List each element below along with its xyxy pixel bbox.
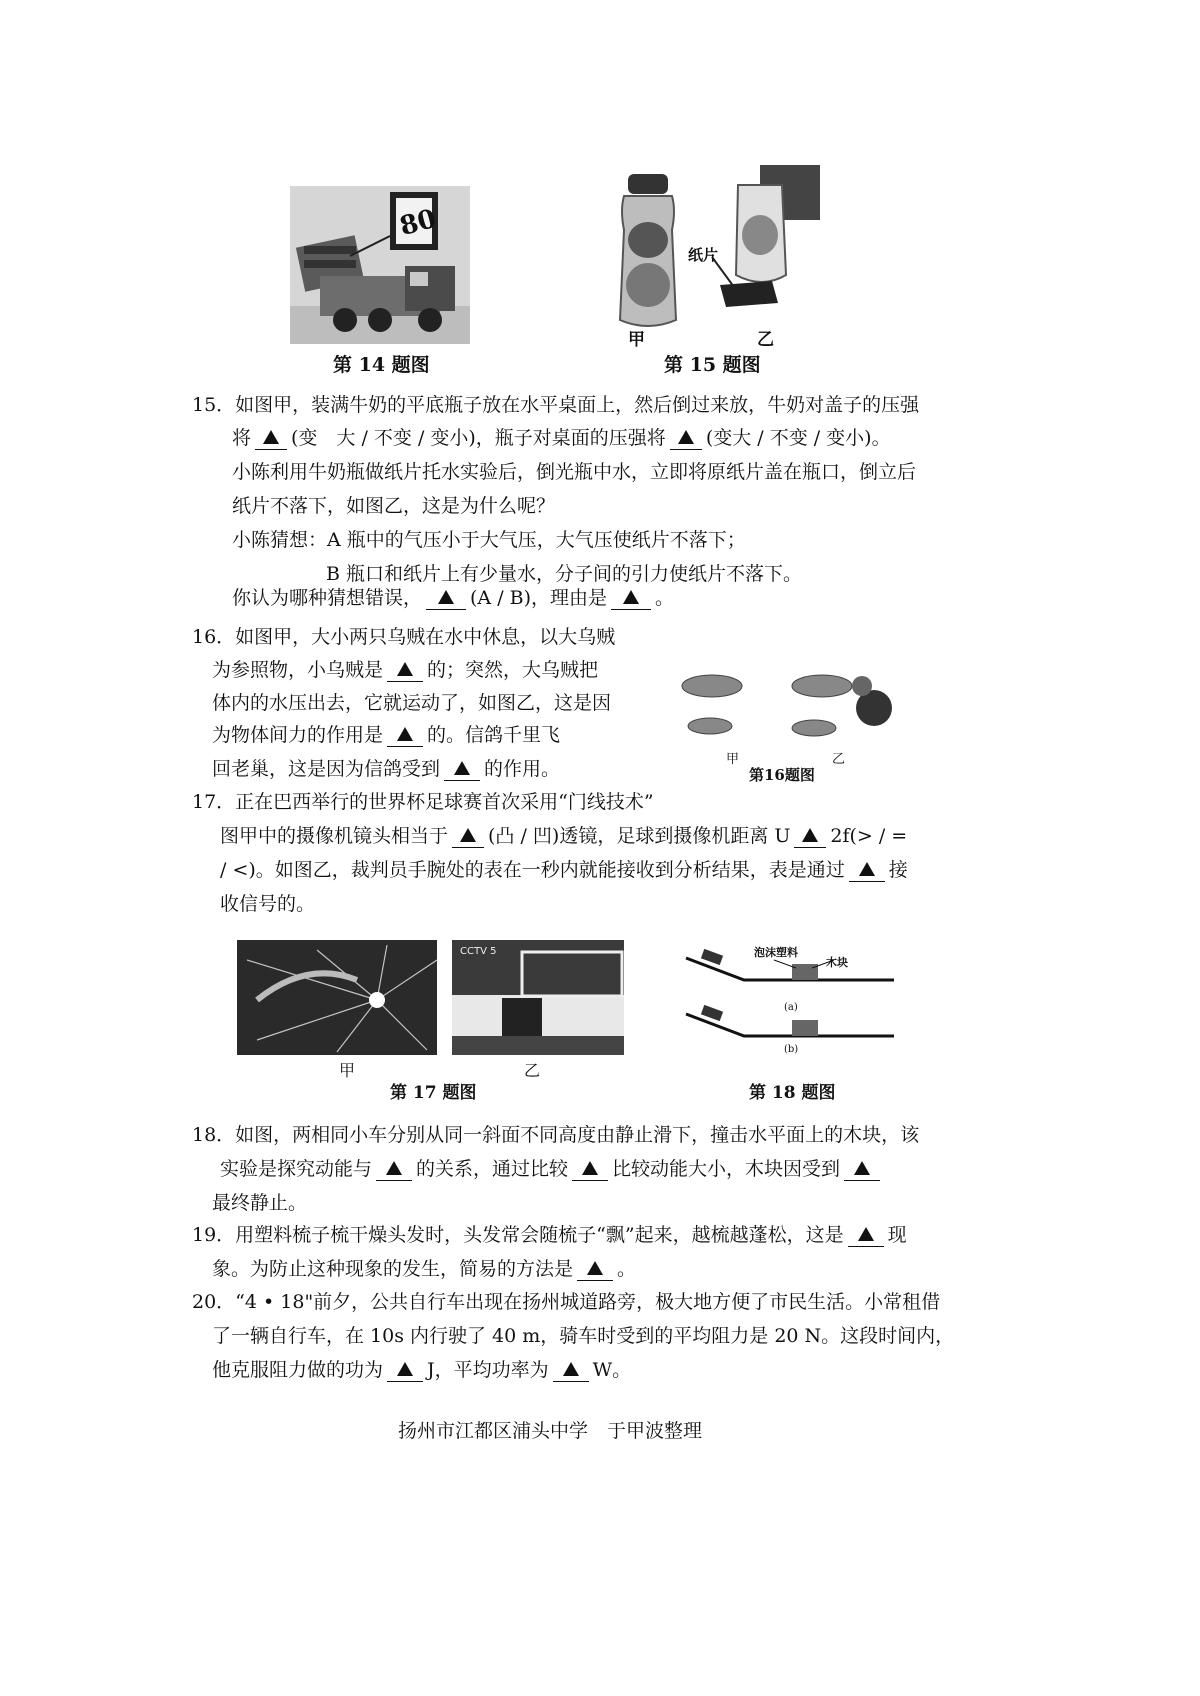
answer-blank[interactable] bbox=[255, 427, 287, 450]
answer-blank[interactable] bbox=[611, 587, 651, 610]
triangle-icon bbox=[460, 828, 476, 842]
fig14-caption: 第 14 题图 bbox=[333, 354, 430, 376]
case-b-label: (b) bbox=[784, 1044, 799, 1055]
answer-blank[interactable] bbox=[426, 587, 466, 610]
squid-illustration bbox=[674, 656, 898, 748]
q20-line3: 他克服阻力做的功为 J，平均功率为 W。 bbox=[212, 1359, 632, 1381]
triangle-icon bbox=[678, 430, 694, 444]
q15-line1: 15．如图甲，装满牛奶的平底瓶子放在水平桌面上，然后倒过来放，牛奶对盖子的压强 bbox=[192, 394, 920, 416]
triangle-icon bbox=[386, 1161, 402, 1175]
foam-label: 泡沫塑料 bbox=[754, 946, 798, 959]
wood-label: 木块 bbox=[826, 956, 848, 969]
q16-line1: 16．如图甲，大小两只乌贼在水中休息，以大乌贼 bbox=[192, 626, 616, 648]
fig15-caption: 第 15 题图 bbox=[664, 354, 761, 376]
triangle-icon bbox=[802, 828, 818, 842]
answer-blank[interactable] bbox=[387, 724, 423, 747]
q18-line3: 最终静止。 bbox=[212, 1192, 308, 1214]
q19-line2: 象。为防止这种现象的发生，简易的方法是 。 bbox=[212, 1258, 637, 1280]
fig17-photo-a bbox=[237, 940, 437, 1055]
triangle-icon bbox=[854, 1161, 870, 1175]
fig16-caption: 第16题图 bbox=[749, 766, 815, 784]
answer-blank[interactable] bbox=[553, 1359, 589, 1382]
fig17-caption: 第 17 题图 bbox=[390, 1083, 477, 1103]
triangle-icon bbox=[397, 727, 413, 741]
answer-blank[interactable] bbox=[387, 1359, 423, 1382]
q15-line3: 小陈利用牛奶瓶做纸片托水实验后，倒光瓶中水，立即将原纸片盖在瓶口，倒立后 bbox=[232, 461, 917, 483]
q15-line5: 小陈猜想：A 瓶中的气压小于大气压，大气压使纸片不落下； bbox=[232, 529, 746, 551]
inclined-plane-diagram bbox=[684, 944, 894, 1056]
q17-line1: 17．正在巴西举行的世界杯足球赛首次采用“门线技术” bbox=[192, 791, 654, 813]
triangle-icon bbox=[587, 1261, 603, 1275]
q17-line4: 收信号的。 bbox=[220, 893, 316, 915]
q19-line1: 19．用塑料梳子梳干燥头发时，头发常会随梳子“飘”起来，越梳越蓬松，这是 现 bbox=[192, 1224, 907, 1246]
fig17-label-b: 乙 bbox=[524, 1061, 541, 1080]
q17-line3: / <)。如图乙，裁判员手腕处的表在一秒内就能接收到分析结果，表是通过 接 bbox=[220, 859, 908, 881]
answer-blank[interactable] bbox=[849, 859, 885, 882]
goal-line-camera-illustration bbox=[237, 940, 437, 1055]
fig15-photo-a bbox=[610, 170, 686, 332]
answer-blank[interactable] bbox=[794, 825, 826, 848]
q18-line1: 18．如图，两相同小车分别从同一斜面不同高度由静止滑下，撞击水平面上的木块，该 bbox=[192, 1124, 920, 1146]
fig15-label-a: 甲 bbox=[628, 330, 645, 350]
triangle-icon bbox=[563, 1362, 579, 1376]
q17-line2: 图甲中的摄像机镜头相当于 (凸 / 凹)透镜，足球到摄像机距离 U 2f(> / = bbox=[220, 825, 908, 847]
fig16-photo bbox=[674, 656, 898, 748]
answer-blank[interactable] bbox=[848, 1224, 884, 1247]
answer-blank[interactable] bbox=[572, 1158, 608, 1181]
fig14-sign-text: 80 bbox=[396, 203, 440, 243]
fig16-label-a: 甲 bbox=[726, 752, 740, 767]
triangle-icon bbox=[397, 1362, 413, 1376]
q16-line4: 为物体间力的作用是 的。信鸽千里飞 bbox=[212, 724, 561, 746]
triangle-icon bbox=[263, 430, 279, 444]
triangle-icon bbox=[858, 1227, 874, 1241]
q15-line6: B 瓶口和纸片上有少量水，分子间的引力使纸片不落下。 bbox=[326, 563, 803, 585]
q15-line7: 你认为哪种猜想错误， (A / B)，理由是 。 bbox=[232, 587, 675, 609]
q18-line2: 实验是探究动能与 的关系，通过比较 比较动能大小，木块因受到 bbox=[220, 1156, 884, 1182]
triangle-icon bbox=[623, 590, 639, 604]
case-a-label: (a) bbox=[784, 1002, 798, 1013]
q16-line3: 体内的水压出去，它就运动了，如图乙，这是因 bbox=[212, 692, 612, 714]
triangle-icon bbox=[859, 862, 875, 876]
answer-blank[interactable] bbox=[376, 1158, 412, 1181]
answer-blank[interactable] bbox=[387, 659, 423, 682]
answer-blank[interactable] bbox=[577, 1258, 613, 1281]
answer-blank[interactable] bbox=[444, 758, 480, 781]
page-footer: 扬州市江都区浦头中学 于甲波整理 bbox=[398, 1420, 703, 1442]
fig18-caption: 第 18 题图 bbox=[749, 1083, 836, 1103]
referee-watch-illustration bbox=[452, 940, 624, 1055]
fig14-photo bbox=[290, 186, 470, 344]
answer-blank[interactable] bbox=[452, 825, 484, 848]
triangle-icon bbox=[582, 1161, 598, 1175]
triangle-icon bbox=[454, 761, 470, 775]
fig16-label-b: 乙 bbox=[832, 752, 846, 767]
q20-line2: 了一辆自行车，在 10s 内行驶了 40 m，骑车时受到的平均阻力是 20 N。这段时间内， bbox=[212, 1325, 955, 1347]
q16-line5: 回老巢，这是因为信鸽受到 的作用。 bbox=[212, 758, 561, 780]
rocket-truck-illustration bbox=[290, 186, 470, 344]
cctv-logo-text: CCTV 5 bbox=[460, 946, 497, 957]
answer-blank[interactable] bbox=[670, 427, 702, 450]
fig17-photo-b bbox=[452, 940, 624, 1055]
answer-blank[interactable] bbox=[844, 1158, 880, 1181]
fig17-label-a: 甲 bbox=[339, 1061, 356, 1080]
q16-line2: 为参照物，小乌贼是 的；突然，大乌贼把 bbox=[212, 659, 599, 681]
fig15-paper-label: 纸片 bbox=[688, 246, 719, 264]
q15-line2: 将 (变 大 / 不变 / 变小)，瓶子对桌面的压强将 (变大 / 不变 / 变小)。 bbox=[232, 427, 891, 449]
q15-line4: 纸片不落下，如图乙，这是为什么呢？ bbox=[232, 495, 556, 517]
fig18-diagram bbox=[684, 944, 894, 1056]
triangle-icon bbox=[438, 590, 454, 604]
fig15-label-b: 乙 bbox=[757, 330, 774, 350]
triangle-icon bbox=[397, 662, 413, 676]
milk-bottle-upright-illustration bbox=[610, 170, 686, 332]
q20-line1: 20．“4 • 18"前夕，公共自行车出现在扬州城道路旁，极大地方便了市民生活。小常租借 bbox=[192, 1291, 941, 1313]
